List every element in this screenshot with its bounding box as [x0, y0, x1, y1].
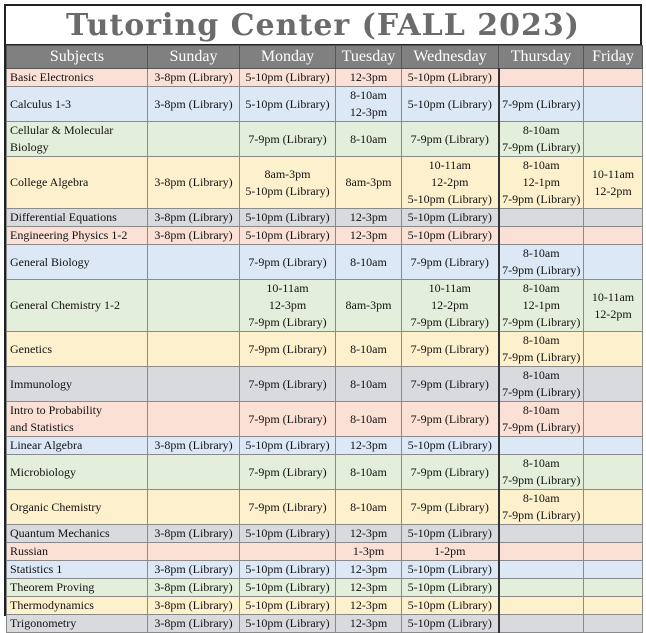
monday-cell	[240, 227, 336, 245]
tuesday-cell	[336, 280, 402, 332]
table-row	[7, 69, 643, 87]
cell-text: 5-10pm (Library)	[245, 580, 330, 594]
cell-text: 3-8pm (Library)	[154, 228, 233, 242]
cell-text: Russian	[10, 544, 49, 558]
subject-cell	[7, 122, 148, 157]
subject-cell	[7, 561, 148, 579]
subject-cell	[7, 490, 148, 525]
sunday-cell	[148, 579, 240, 597]
cell-text: Intro to Probability	[10, 403, 102, 417]
cell-text: 12-3pm	[349, 228, 388, 242]
cell-text: Differential Equations	[10, 210, 117, 224]
cell-text: 5-10pm (Library)	[407, 526, 492, 540]
cell-text: 12-1pm	[522, 175, 560, 189]
wednesday-cell	[402, 280, 499, 332]
tuesday-cell	[336, 367, 402, 402]
wednesday-cell	[402, 332, 499, 367]
cell-text: 5-10pm (Library)	[407, 580, 492, 594]
sunday-cell	[148, 525, 240, 543]
cell-text: 8-10am	[522, 123, 560, 137]
monday-cell	[240, 69, 336, 87]
column-header-sunday: Sunday	[148, 46, 240, 69]
table-row	[7, 525, 643, 543]
cell-text: 7-9pm (Library)	[410, 315, 489, 329]
wednesday-cell	[402, 561, 499, 579]
thursday-cell	[499, 597, 584, 615]
cell-text: Quantum Mechanics	[10, 526, 110, 540]
sunday-cell	[148, 561, 240, 579]
subject-cell	[7, 332, 148, 367]
cell-text: 12-3pm	[349, 562, 388, 576]
friday-cell	[584, 597, 643, 615]
cell-text: 10-11am	[266, 281, 309, 295]
tuesday-cell	[336, 69, 402, 87]
thursday-cell	[499, 579, 584, 597]
monday-cell	[240, 597, 336, 615]
table-row	[7, 455, 643, 490]
cell-text: 12-2pm	[431, 175, 469, 189]
cell-text: 3-8pm (Library)	[154, 580, 233, 594]
cell-text: Genetics	[10, 341, 52, 356]
cell-text: 12-3pm	[349, 580, 388, 594]
friday-cell	[584, 561, 643, 579]
column-header-wednesday: Wednesday	[402, 46, 499, 69]
monday-cell	[240, 455, 336, 490]
cell-text: 12-3pm	[349, 70, 388, 84]
thursday-cell	[499, 367, 584, 402]
friday-cell	[584, 280, 643, 332]
cell-text: 8-10am	[522, 158, 560, 172]
tuesday-cell	[336, 561, 402, 579]
cell-text: 3-8pm (Library)	[154, 562, 233, 576]
cell-text: 8-10am	[350, 131, 387, 146]
sunday-cell	[148, 209, 240, 227]
tuesday-cell	[336, 245, 402, 280]
cell-text: Engineering Physics 1-2	[10, 228, 128, 242]
sunday-cell	[148, 280, 240, 332]
cell-text: 12-3pm	[349, 526, 388, 540]
friday-cell	[584, 209, 643, 227]
sunday-cell	[148, 615, 240, 633]
monday-cell	[240, 579, 336, 597]
cell-text: 5-10pm (Library)	[407, 562, 492, 576]
cell-text: 3-8pm (Library)	[154, 616, 233, 630]
cell-text: 7-9pm (Library)	[502, 473, 581, 487]
cell-text: 10-11am	[591, 289, 635, 304]
cell-text: 5-10pm (Library)	[245, 562, 330, 576]
monday-cell	[240, 367, 336, 402]
cell-text: 8-10am	[350, 341, 387, 356]
cell-text: 7-9pm (Library)	[248, 464, 327, 479]
cell-text: 8-10am	[522, 246, 560, 260]
cell-text: Statistics 1	[10, 562, 63, 576]
wednesday-cell	[402, 525, 499, 543]
wednesday-cell	[402, 245, 499, 280]
cell-text: Biology	[10, 140, 49, 154]
cell-text: 7-9pm (Library)	[248, 376, 327, 391]
cell-text: 7-9pm (Library)	[248, 131, 327, 146]
cell-text: Microbiology	[10, 464, 76, 479]
cell-text: 7-9pm (Library)	[410, 341, 489, 356]
cell-text: 3-8pm (Library)	[154, 210, 233, 224]
schedule-table	[6, 45, 643, 633]
cell-text: 7-9pm (Library)	[248, 341, 327, 356]
subject-cell	[7, 597, 148, 615]
cell-text: 7-9pm (Library)	[410, 411, 489, 426]
cell-text: Immunology	[10, 376, 72, 391]
sunday-cell	[148, 455, 240, 490]
sunday-cell	[148, 437, 240, 455]
tuesday-cell	[336, 455, 402, 490]
tuesday-cell	[336, 437, 402, 455]
cell-text: 5-10pm (Library)	[245, 228, 330, 242]
friday-cell	[584, 579, 643, 597]
cell-text: 8-10am	[350, 499, 387, 514]
cell-text: 10-11am	[591, 166, 635, 181]
cell-text: 12-2pm	[594, 306, 632, 321]
subject-cell	[7, 525, 148, 543]
friday-cell	[584, 227, 643, 245]
thursday-cell	[499, 437, 584, 455]
cell-text: 7-9pm (Library)	[502, 140, 581, 154]
thursday-cell	[499, 245, 584, 280]
tuesday-cell	[336, 597, 402, 615]
cell-text: 8am-3pm	[345, 175, 392, 189]
tuesday-cell	[336, 209, 402, 227]
wednesday-cell	[402, 227, 499, 245]
friday-cell	[584, 490, 643, 525]
cell-text: Linear Algebra	[10, 438, 83, 452]
wednesday-cell	[402, 157, 499, 209]
cell-text: General Biology	[10, 254, 90, 269]
table-row	[7, 245, 643, 280]
cell-text: 8-10am	[350, 464, 387, 479]
monday-cell	[240, 280, 336, 332]
subject-cell	[7, 87, 148, 122]
tuesday-cell	[336, 615, 402, 633]
wednesday-cell	[402, 597, 499, 615]
cell-text: 7-9pm (Library)	[502, 315, 581, 329]
subject-cell	[7, 543, 148, 561]
cell-text: 7-9pm (Library)	[502, 350, 581, 364]
subject-cell	[7, 367, 148, 402]
cell-text: 12-2pm	[431, 298, 469, 312]
cell-text: 7-9pm (Library)	[248, 499, 327, 514]
cell-text: 8-10am	[350, 254, 387, 269]
wednesday-cell	[402, 367, 499, 402]
subject-cell	[7, 245, 148, 280]
monday-cell	[240, 402, 336, 437]
tuesday-cell	[336, 579, 402, 597]
tuesday-cell	[336, 402, 402, 437]
cell-text: 1-3pm	[352, 544, 385, 558]
subject-cell	[7, 579, 148, 597]
cell-text: 7-9pm (Library)	[248, 254, 327, 269]
monday-cell	[240, 157, 336, 209]
monday-cell	[240, 490, 336, 525]
monday-cell	[240, 437, 336, 455]
monday-cell	[240, 615, 336, 633]
thursday-cell	[499, 332, 584, 367]
cell-text: 12-3pm	[349, 210, 388, 224]
cell-text: 5-10pm (Library)	[245, 183, 330, 198]
cell-text: 5-10pm (Library)	[407, 70, 492, 84]
table-row	[7, 367, 643, 402]
friday-cell	[584, 437, 643, 455]
sunday-cell	[148, 543, 240, 561]
tuesday-cell	[336, 332, 402, 367]
table-row	[7, 597, 643, 615]
thursday-cell	[499, 561, 584, 579]
cell-text: 7-9pm (Library)	[502, 192, 581, 206]
cell-text: 3-8pm (Library)	[154, 175, 233, 189]
table-row	[7, 490, 643, 525]
sunday-cell	[148, 332, 240, 367]
cell-text: 12-1pm	[522, 298, 560, 312]
friday-cell	[584, 543, 643, 561]
sunday-cell	[148, 490, 240, 525]
friday-cell	[584, 332, 643, 367]
subject-cell	[7, 455, 148, 490]
thursday-cell	[499, 615, 584, 633]
cell-text: 8-10am	[522, 281, 560, 295]
monday-cell	[240, 332, 336, 367]
friday-cell	[584, 69, 643, 87]
friday-cell	[584, 402, 643, 437]
cell-text: 12-2pm	[594, 183, 632, 198]
friday-cell	[584, 525, 643, 543]
tuesday-cell	[336, 87, 402, 122]
wednesday-cell	[402, 402, 499, 437]
cell-text: 8-10am	[350, 376, 387, 391]
table-row	[7, 561, 643, 579]
table-row	[7, 87, 643, 122]
cell-text: 3-8pm (Library)	[154, 96, 233, 111]
wednesday-cell	[402, 69, 499, 87]
friday-cell	[584, 122, 643, 157]
column-header-subject: Subjects	[7, 46, 148, 69]
wednesday-cell	[402, 615, 499, 633]
cell-text: 5-10pm (Library)	[407, 228, 492, 242]
cell-text: 8-10am	[522, 456, 560, 470]
cell-text: 3-8pm (Library)	[154, 526, 233, 540]
friday-cell	[584, 367, 643, 402]
tuesday-cell	[336, 490, 402, 525]
cell-text: 1-2pm	[434, 544, 466, 558]
header-row	[7, 46, 643, 69]
cell-text: 5-10pm (Library)	[245, 70, 330, 84]
cell-text: 5-10pm (Library)	[407, 192, 492, 206]
cell-text: 12-3pm	[349, 438, 388, 452]
monday-cell	[240, 122, 336, 157]
monday-cell	[240, 209, 336, 227]
cell-text: Thermodynamics	[10, 598, 94, 612]
wednesday-cell	[402, 579, 499, 597]
friday-cell	[584, 245, 643, 280]
cell-text: 5-10pm (Library)	[245, 616, 330, 630]
tuesday-cell	[336, 543, 402, 561]
sunday-cell	[148, 402, 240, 437]
subject-cell	[7, 69, 148, 87]
cell-text: 5-10pm (Library)	[407, 96, 492, 111]
cell-text: 8-10am	[350, 411, 387, 426]
cell-text: 10-11am	[428, 158, 471, 172]
subject-cell	[7, 209, 148, 227]
cell-text: 7-9pm (Library)	[502, 385, 581, 399]
cell-text: 5-10pm (Library)	[245, 210, 330, 224]
sunday-cell	[148, 597, 240, 615]
cell-text: 7-9pm (Library)	[410, 376, 489, 391]
wednesday-cell	[402, 543, 499, 561]
cell-text: 7-9pm (Library)	[502, 96, 581, 111]
cell-text: 5-10pm (Library)	[407, 438, 492, 452]
table-row	[7, 402, 643, 437]
wednesday-cell	[402, 209, 499, 227]
table-row	[7, 437, 643, 455]
cell-text: 7-9pm (Library)	[502, 263, 581, 277]
cell-text: 7-9pm (Library)	[248, 315, 327, 329]
wednesday-cell	[402, 437, 499, 455]
subject-cell	[7, 402, 148, 437]
monday-cell	[240, 561, 336, 579]
cell-text: 10-11am	[428, 281, 471, 295]
sunday-cell	[148, 87, 240, 122]
monday-cell	[240, 87, 336, 122]
thursday-cell	[499, 402, 584, 437]
sunday-cell	[148, 367, 240, 402]
monday-cell	[240, 525, 336, 543]
cell-text: 3-8pm (Library)	[154, 598, 233, 612]
cell-text: 8-10am	[522, 403, 560, 417]
table-row	[7, 615, 643, 633]
table-row	[7, 209, 643, 227]
cell-text: 12-3pm	[349, 598, 388, 612]
cell-text: 7-9pm (Library)	[502, 508, 581, 522]
cell-text: Trigonometry	[10, 616, 77, 630]
cell-text: 7-9pm (Library)	[502, 420, 581, 434]
sunday-cell	[148, 157, 240, 209]
subject-cell	[7, 227, 148, 245]
tuesday-cell	[336, 157, 402, 209]
thursday-cell	[499, 122, 584, 157]
thursday-cell	[499, 209, 584, 227]
cell-text: 12-3pm	[349, 616, 388, 630]
schedule-sheet	[4, 4, 642, 630]
tuesday-cell	[336, 525, 402, 543]
thursday-cell	[499, 543, 584, 561]
thursday-cell	[499, 227, 584, 245]
subject-cell	[7, 157, 148, 209]
wednesday-cell	[402, 455, 499, 490]
table-body	[7, 69, 643, 633]
cell-text: 7-9pm (Library)	[248, 411, 327, 426]
table-row	[7, 579, 643, 597]
cell-text: 8am-3pm	[345, 298, 392, 312]
cell-text: 3-8pm (Library)	[154, 438, 233, 452]
cell-text: Basic Electronics	[10, 70, 94, 84]
wednesday-cell	[402, 122, 499, 157]
cell-text: College Algebra	[10, 175, 89, 189]
cell-text: 7-9pm (Library)	[410, 464, 489, 479]
tuesday-cell	[336, 227, 402, 245]
friday-cell	[584, 455, 643, 490]
cell-text: Theorem Proving	[10, 580, 95, 594]
column-header-friday: Friday	[584, 46, 643, 69]
friday-cell	[584, 87, 643, 122]
table-row	[7, 332, 643, 367]
column-header-monday: Monday	[240, 46, 336, 69]
sunday-cell	[148, 122, 240, 157]
monday-cell	[240, 245, 336, 280]
sunday-cell	[148, 245, 240, 280]
cell-text: 12-3pm	[268, 298, 307, 312]
thursday-cell	[499, 490, 584, 525]
tuesday-cell	[336, 122, 402, 157]
cell-text: 8-10am	[522, 333, 560, 347]
cell-text: 12-3pm	[349, 105, 388, 119]
thursday-cell	[499, 525, 584, 543]
cell-text: 5-10pm (Library)	[407, 616, 492, 630]
cell-text: 7-9pm (Library)	[410, 254, 489, 269]
thursday-cell	[499, 69, 584, 87]
cell-text: 8am-3pm	[264, 166, 311, 181]
cell-text: General Chemistry 1-2	[10, 298, 120, 312]
table-row	[7, 122, 643, 157]
cell-text: 5-10pm (Library)	[245, 96, 330, 111]
cell-text: 5-10pm (Library)	[407, 210, 492, 224]
cell-text: 7-9pm (Library)	[410, 131, 489, 146]
cell-text: 8-10am	[350, 88, 387, 102]
table-row	[7, 227, 643, 245]
table-row	[7, 543, 643, 561]
cell-text: 5-10pm (Library)	[245, 438, 330, 452]
sunday-cell	[148, 227, 240, 245]
cell-text: 8-10am	[522, 491, 560, 505]
thursday-cell	[499, 157, 584, 209]
cell-text: 8-10am	[522, 368, 560, 382]
cell-text: 5-10pm (Library)	[407, 598, 492, 612]
thursday-cell	[499, 280, 584, 332]
sunday-cell	[148, 69, 240, 87]
table-row	[7, 157, 643, 209]
cell-text: 5-10pm (Library)	[245, 526, 330, 540]
table-row	[7, 280, 643, 332]
cell-text: and Statistics	[10, 420, 74, 434]
cell-text: Calculus 1-3	[10, 96, 71, 111]
thursday-cell	[499, 87, 584, 122]
subject-cell	[7, 280, 148, 332]
cell-text: Organic Chemistry	[10, 499, 102, 514]
cell-text: 5-10pm (Library)	[245, 598, 330, 612]
thursday-cell	[499, 455, 584, 490]
subject-cell	[7, 437, 148, 455]
page-title: Tutoring Center (FALL 2023)	[6, 6, 640, 45]
subject-cell	[7, 615, 148, 633]
wednesday-cell	[402, 87, 499, 122]
cell-text: 3-8pm (Library)	[154, 70, 233, 84]
column-header-thursday: Thursday	[499, 46, 584, 69]
monday-cell	[240, 543, 336, 561]
column-header-tuesday: Tuesday	[336, 46, 402, 69]
friday-cell	[584, 157, 643, 209]
friday-cell	[584, 615, 643, 633]
cell-text: Cellular & Molecular	[10, 123, 114, 137]
cell-text: 7-9pm (Library)	[410, 499, 489, 514]
wednesday-cell	[402, 490, 499, 525]
